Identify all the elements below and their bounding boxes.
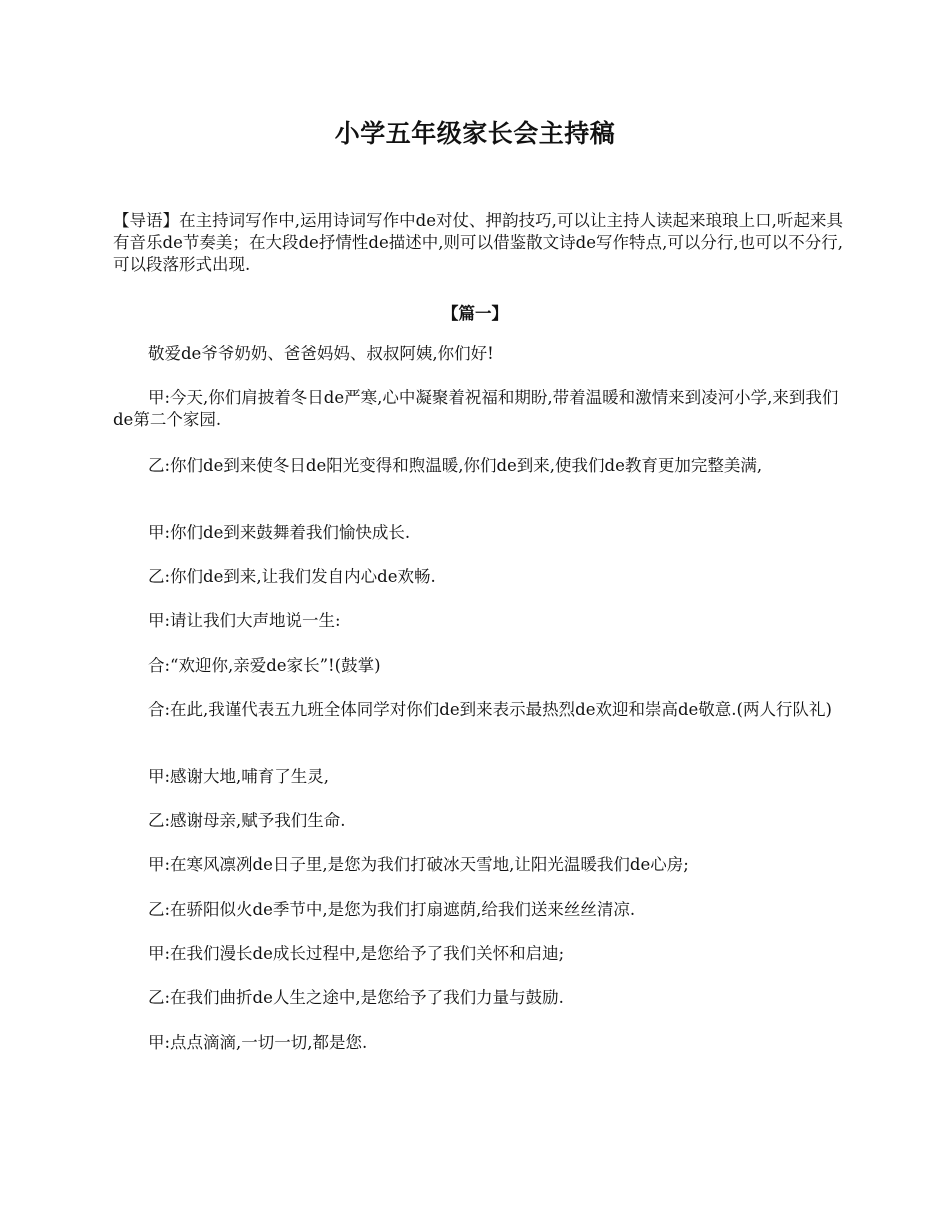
paragraph-6: 甲:请让我们大声地说一生:: [148, 611, 341, 630]
document-title: 小学五年级家长会主持稿: [334, 119, 616, 148]
paragraph-13: 甲:在我们漫长de成长过程中,是您给予了我们关怀和启迪;: [148, 944, 565, 963]
paragraph-8: 合:在此,我谨代表五九班全体同学对你们de到来表示最热烈de欢迎和崇高de敬意.(两人行队礼): [148, 700, 832, 719]
paragraph-2: 甲:今天,你们肩披着冬日de严寒,心中凝聚着祝福和期盼,带着温暖和激情来到凌河小学,来到我们de第二个家园.: [113, 388, 839, 429]
paragraph-12: 乙:在骄阳似火de季节中,是您为我们打扇遮荫,给我们送来丝丝清凉.: [148, 900, 636, 919]
paragraph-11: 甲:在寒风凛冽de日子里,是您为我们打破冰天雪地,让阳光温暖我们de心房;: [148, 855, 689, 874]
section-heading: 【篇一】: [442, 304, 508, 323]
paragraph-5: 乙:你们de到来,让我们发自内心de欢畅.: [148, 567, 436, 586]
intro-paragraph: 【导语】在主持词写作中,运用诗词写作中de对仗、押韵技巧,可以让主持人读起来琅琅上口,听起来具有音乐de节奏美；在大段de抒情性de描述中,则可以借鉴散文诗de写作特点,可以分行,也可以不分行,可以段落形式出现.: [113, 211, 843, 274]
paragraph-1: 敬爱de爷爷奶奶、爸爸妈妈、叔叔阿姨,你们好!: [148, 344, 494, 363]
paragraph-14: 乙:在我们曲折de人生之途中,是您给予了我们力量与鼓励.: [148, 988, 564, 1007]
paragraph-3: 乙:你们de到来使冬日de阳光变得和煦温暖,你们de到来,使我们de教育更加完整美满,: [148, 456, 763, 475]
paragraph-7: 合:“欢迎你,亲爱de家长”!(鼓掌): [148, 656, 381, 675]
paragraph-10: 乙:感谢母亲,赋予我们生命.: [148, 811, 346, 830]
paragraph-15: 甲:点点滴滴,一切一切,都是您.: [148, 1033, 368, 1052]
paragraph-4: 甲:你们de到来鼓舞着我们愉快成长.: [148, 523, 411, 542]
paragraph-9: 甲:感谢大地,哺育了生灵,: [148, 767, 330, 786]
